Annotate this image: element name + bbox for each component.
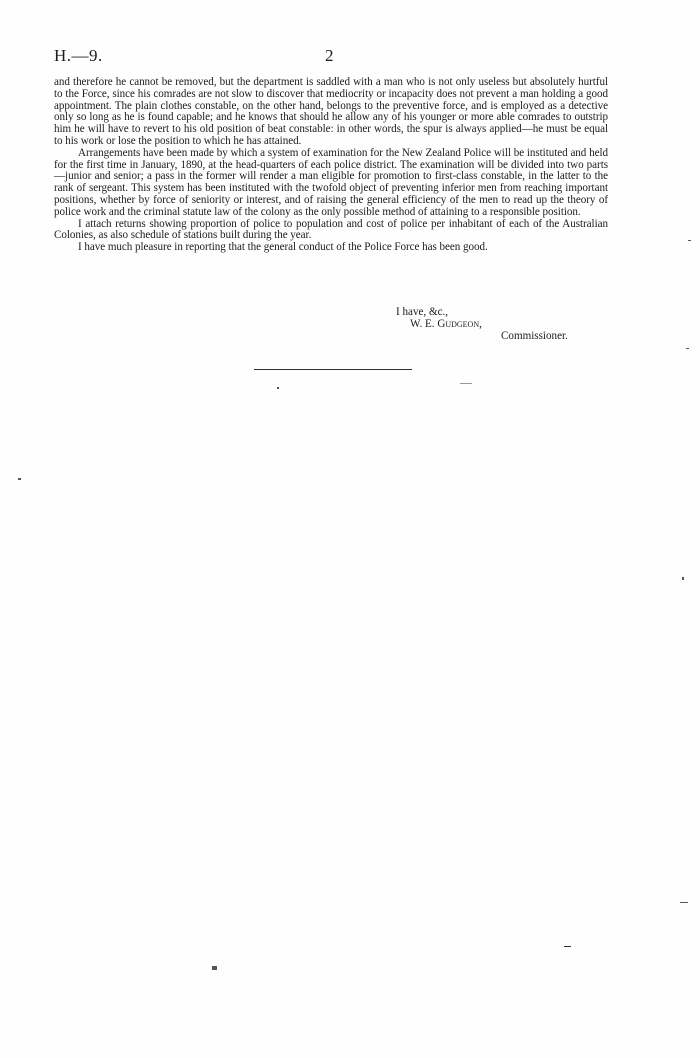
- body-text: [54, 77, 608, 254]
- end-rule: [254, 369, 412, 370]
- paragraph: I have much pleasure in reporting that the general conduct of the Police Force has been good.: [78, 241, 488, 254]
- scan-speck: [680, 902, 688, 903]
- closing-block: [54, 307, 608, 342]
- scan-speck: [460, 383, 472, 384]
- page-number: 2: [325, 46, 334, 65]
- scan-speck: [682, 577, 684, 580]
- salutation: I have, &c.,: [396, 306, 449, 318]
- paragraph: Arrangements have been made by which a system of examination for the New Zealand Police will be instituted and held for the first time in January, 1890, at the head-quarters of each police district. The examination will be divided into two parts—junior and senior; a pass in the former will render a man eligible for promotion to first-class constable, in the latter to the rank of sergeant. This system has been instituted with the twofold object of preventing inferior men from reaching important positions, whether by force of seniority or interest, and of raising the general efficiency of the men to read up the theory of police work and the criminal statute law of the colony as the only possible method of attaining to a responsible position.: [54, 146, 608, 218]
- scan-speck: [212, 966, 217, 970]
- page-reference: H.—9.: [54, 46, 103, 65]
- scan-speck: [564, 946, 571, 947]
- signatory-title: Commissioner.: [501, 329, 568, 342]
- signatory-name: W. E. Gudgeon,: [410, 317, 482, 330]
- paragraph: and therefore he cannot be removed, but the department is saddled with a man who is not only useless but absolutely hurtful to the Force, since his comrades are not slow to discover that mediocrity or incapacity does not prevent a man holding a good appointment. The plain clothes constable, on the other hand, belongs to the preventive force, and is employed as a detective only so long as he is found capable; and he knows that should he allow any of his younger or more able comrades to outstrip him he will have to revert to his old position of beat constable: in other words, the spur is always applied—he must be equal to his work or lose the position to which he has attained.: [54, 76, 608, 147]
- scan-speck: [277, 387, 279, 389]
- scan-speck: [18, 478, 21, 480]
- scan-speck: [686, 348, 689, 349]
- paragraph: I attach returns showing proportion of police to population and cost of police per inhabitant of each of the Australian Colonies, as also schedule of stations built during the year.: [54, 217, 608, 242]
- scan-speck: [688, 240, 691, 241]
